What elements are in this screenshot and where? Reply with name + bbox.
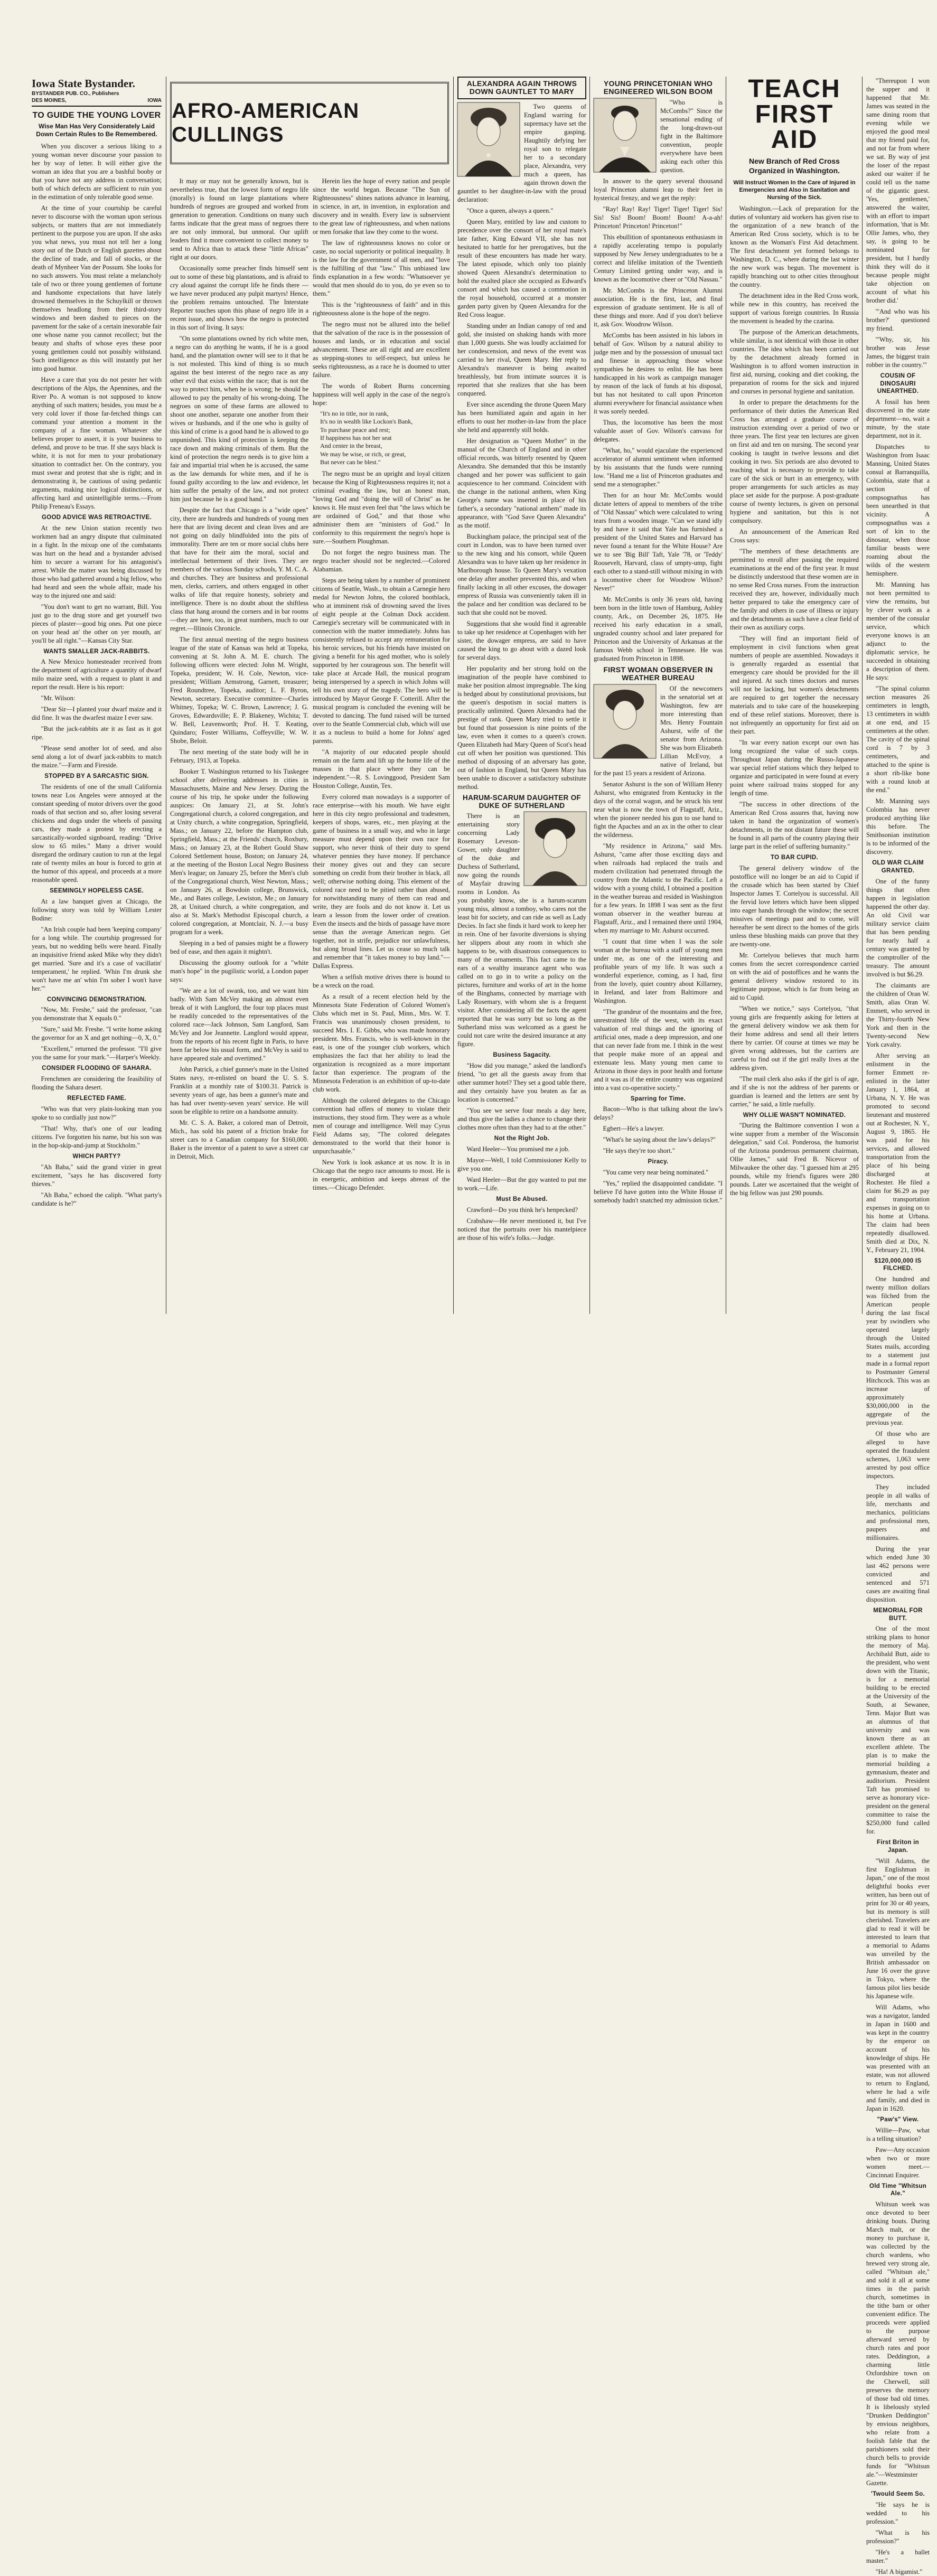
paragraph: Thus, the locomotive has been the most valuable asset of Gov. Wilson's canvass for delegates. (594, 418, 723, 443)
paragraph: Her designation as "Queen Mother" in the manual of the Church of England and in other official records, was bitterly resented by Queen Alexandra. She demanded that this be instantly changed and her power was sufficient to gain acquiescence to her command. Coincident with the change in the national anthem, when King George's name was inserted in place of his father's, a secondary "national anthem" made its appearance, with "God Save Queen Alexandra" as the motif. (457, 437, 586, 529)
paragraph: Frenchmen are considering the feasibility of flooding the Sahara desert. (32, 1075, 162, 1092)
paragraph: "Will Adams, the first Englishman in Japan," one of the most delightful books ever written, has been out of print for 30 or 40 years, but its memory is still cherished. Travelers are glad to read it will be interested to learn that a memorial to Adams was unveiled by the British ambassador on June 16 over the grave in Tokyo, where the famous pilot lies beside his Japanese wife. (866, 1857, 930, 2000)
paragraph: "Who is McCombs?" Since the sensational ending of the long-drawn-out fight in the Baltimore convention, people everywhere have been asking each other this question. (660, 98, 723, 174)
article-headline: OLD WAR CLAIM GRANTED. (872, 860, 924, 874)
article-headline-large: TEACH FIRST AID (748, 75, 841, 154)
paragraph: Of the newcomers in the senatorial set at Washington, few are more interesting than Mrs. Henry Fountain Ashurst, wife of the senator from Arizona. She was born Elizabeth Lillian McEvoy, a native of Ireland, but for the past 15 years a resident of Arizona. (594, 684, 723, 777)
paragraph: Occasionally some preacher finds himself sent out to some of these big plantations, and is afraid to cry aloud against the corrupt life he finds there —we have never produced any pulpit martyrs! Hence, the problem remains untouched. The Interstate Reporter touches upon this phase of negro life in a recent issue, and shows how the negro is protected in this sort of living. It says: (170, 265, 308, 331)
paragraph: Every colored man nowadays is a supporter of race enterprise—with his mouth. We have eight here in this city negro professional and tradesmen, keepers of shops, wares, etc., men playing at the game of business in a small way, and who in large measure must depend upon their own race for support, who never think of their duty to spend whatever pennies they have money. If perchance their money gives out and they can secure something on credit from their brother in black, all well; otherwise nothing doing. This element of the colored race need to be pitied rather than abused, for notwithstanding many of them can read and write, they are fools and do not know it. Let us learn a lesson from the lower order of creation. Even the insects and the birds of passage have more sense than the average American negro. Get together, not in strife, prejudice nor unlawfulness, but along broad lines. Let us cease so much talk and remember that "it takes money to buy land."—Dallas Express. (313, 793, 450, 970)
paragraph: Mr. Manning says Colombia has never produced anything like this before. The Smithsonian institution is to be informed of the discovery. (866, 797, 930, 856)
masthead-title: Iowa State Bystander. (32, 77, 135, 90)
paragraph: Whitsun week was once devoted to beer drinking bouts. During March malt, or the money to purchase it, was collected by the church wardens, who brewed very strong ale, called "Whitsun ale," and sold it all at some times in the parish church, sometimes in the tithe barn or other convenient edifice. The proceeds were applied to the purpose afterward served by church rates and poor rates. Deddington, a charming little Oxfordshire town on the Cherwell, still preserves the memory of those bad old times. It is libelously styled "Drunken Deddington" by envious neighbors, who relate from a foolish fable that the parishioners sold their church bells to provide funds for "Whitsun ale."—Westminster Gazette. (866, 2201, 930, 2487)
paragraph: The residents of one of the small California towns near Los Angeles were annoyed at the constant speeding of motor drivers over the good roads of that section and so, after losing several chickens and dogs under the wheels of passing cars, they made a protest by erecting a sarcastically-worded signboard, reading: "Drive slow to 65 miles." Many a driver would disregard the ordinary caution to run at the legal rate of twenty miles an hour is forced to grin at the humor of this appeal, and proceeds at a more reasonable speed. (32, 783, 162, 883)
column-1 (32, 77, 162, 1314)
paragraph: Mayor—Well, I told Commissioner Kelly to give you one. (457, 1156, 586, 1172)
paragraph: A fossil has been discovered in the state department—no, wait a minute, by the state department, not in it. (866, 398, 930, 440)
column-6 (730, 77, 859, 1314)
masthead-publisher: BYSTANDER PUB. CO., Publishers (32, 90, 119, 97)
paragraph: Of those who are alleged to have operated the fraudulent schemes, 1,063 were arrested by post office inspectors. (866, 1430, 930, 1480)
paragraph: The negro must not be allured into the belief that the salvation of the race is in the possession of houses and lands, or in education and social advancement. These are all right and are excellent as stepping-stones to self-respect, but unless he seeks righteousness, as a race he is doomed to utter failure. (313, 321, 450, 379)
paragraph: "You came very near being nominated." (603, 1169, 709, 1176)
paragraph: The first annual meeting of the negro business league of the state of Kansas was held at Topeka, convening at St. John A. M. E. church. The following officers were elected: John M. Wright, Topeka, president; W. H. Cole, Newton, vice-president; William Armstrong, Garnett, treasurer; Fred Roundtree, Topeka, auditor; L. F. Byron, Newton, secretary. Executive committee—Charles Whitney, Topeka; W. C. Brown, Lawrence; J. G. Groves, Edwardsville; E. P. Blakeney, Wichita; T. W. Bell, Leavenworth; Prof. H. T. Keating, Quindaro; Foster Williams, Coffeyville; W. W. Shobe, Beloit. (170, 636, 308, 745)
paragraph: "He says they're too short." (603, 1147, 675, 1155)
paragraph: The claimants are the children of Oran W. Smith, alias Oran W. Emmett, who served in the Thirty-fourth New York and then in the Twenty-second New York cavalry. (866, 981, 930, 1048)
paragraph: They included people in all walks of life, merchants and mechanics, politicians and professional men, paupers and millionaires. (866, 1483, 930, 1542)
paragraph: "During the Baltimore convention I won a wine supper from a member of the Wisconsin delegation," said Col. Ponderosa, the humorist of the Arizona ponderous permanent chairman, Ollie James," said Fred B. Nicevor of Milwaukee the other day. "I guessed him at 295 pounds, while my friend's figures were 280 pounds. Later we ascertained that the weight of the big fellow was just 290 pounds. (730, 1122, 859, 1197)
paragraph: "In war every nation except our own has long recognized the value of such corps. Throughout Japan during the Russo-Japanese war special relief stations which they helped to organize and participated in were found at every point where railroad trains stopped for any length of time. (730, 739, 859, 797)
paragraph: As a result of a recent election held by the Minnesota State Federation of Colored Women's Clubs which met in St. Paul, Minn., Mrs. W. T. Francis was unanimously chosen president, to succeed Mrs. I. E. Gibbs, who was made honorary president. Mrs. Francis, who is well-known in the east, is one of the younger club workers, which emphasizes the fact that her ability to lead the organization is recognized as a more important factor than experience. The program of the Minnesota Federation is an exhibition of up-to-date club work. (313, 992, 450, 1093)
article-headline: CONVINCING DEMONSTRATION. (46, 996, 147, 1003)
paragraph: "The members of these detachments are permitted to enroll after passing the required examinations at the end of the first year. It must be distinctly understood that these women are in no sense Red Cross nurses. From the instruction received they are, however, individually much better prepared to take the emergency care of the family and others in case of illness or injury and the detachments as such have a clear field of their own as auxiliary corps. (730, 548, 859, 632)
paragraph: At the time of your courtship be careful never to discourse with the woman upon serious subjects, or matters that are not immediately pertinent to the purpose you are upon. If she asks you what news, you must not tell her a long story out of the Dutch or English gazettes about the decline of trade, and fall of stocks, or the death of Mynheer Van der Possum. She looks for no such answers. You must relate a melancholy tale of two or three young gentlemen of fortune and handsome expectations that have lately drowned themselves in the Schuylkill or thrown themselves headlong from their third-story windows and been dashed to pieces on the pavement for the sake of a certain inexorable fair one whose name you cannot recollect; but the beauty and shafts of whose eyes these poor young gentlemen could not possibly withstand. Such intelligence as this will instantly put her into good humor. (32, 204, 162, 372)
paragraph: Willie—Paw, what is a telling situation? (866, 2126, 930, 2142)
paragraph: "You don't want to get no warrant, Bill. You just go to the drug store and get yourself two pieces of plaster—good big ones. Put one piece on your head an' the other on yer mouth, an' you'll be all right."—Kansas City Star. (32, 603, 162, 644)
paragraph: In answer to the query several thousand loyal Princeton alumni leap to their feet in hysterical frenzy, and we get the reply: (594, 177, 723, 202)
paragraph: "The success in other directions of the American Red Cross assures that, having now taken in hand the organization of women's detachments, in the not distant future these will be found in all parts of the country playing their large part in the relief of suffering humanity." (730, 801, 859, 851)
article-headline: FIRST WOMAN OBSERVER IN WEATHER BUREAU (603, 665, 713, 682)
paragraph: "My residence in Arizona," said Mrs. Ashurst, "came after those exciting days and when railroads had replaced the trails and modern civilization had penetrated through the country from the Atlantic to the Pacific. Left a widow with a young child, I obtained a position in the weather bureau and resided in Washington for a few years. In 1898 I was sent as the first woman observer in the weather bureau at Flagstaff, Ariz., and I remained there until 1904, when my marriage to Mr. Ashurst occurred. (594, 842, 723, 934)
mrs-ashurst-portrait-image (594, 684, 656, 758)
paragraph: "Ray! Ray! Ray! Tiger! Tiger! Tiger! Sis! Sis! Sis! Boom! Boom! Boom! A-a-ah! Princeton! Princeton! Princeton!" (594, 205, 723, 230)
article-headline: Not the Right Job. (494, 1135, 550, 1142)
paragraph: An announcement of the American Red Cross says: (730, 528, 859, 544)
article-headline-box (457, 77, 586, 99)
article-headline: First Briton in Japan. (877, 1839, 919, 1854)
paragraph: The law of righteousness knows no color or caste, no social superiority or political inequality. It is the law for the government of all men, and "love is the fulfilling of that "law." This unbiased law finds explanation in a few words: "Whatsoever ye would that men should do to you, do ye even so to them." (313, 239, 450, 297)
paragraph: The negro must be an upright and loyal citizen because the King of Righteousness requires it; not a criminal evading the law, but an honest man, "loving God and "doing the will of Christ" as he knows it. He must even feel that "the laws which be are ordained of God," and that those who administer them are "ministers of God." In conformity to this requirement the negro's hope is sure.—Southern Ploughman. (313, 469, 450, 545)
paragraph: "He's a ballet master." (866, 2548, 930, 2564)
paragraph: A New Mexico homesteader received from the department of agriculture a quantity of dwarf milo maize seed, with a request to plant it and report the result. Here is his report: (32, 658, 162, 691)
paragraph: "'Why, sir, his brother was Jesse James, the biggest train robber in the country.'" (866, 336, 930, 369)
paragraph: "We are a lot of swank, too, and we want him badly. With Sam McVey making an almost even break of it with Langford, the four top places must be readily conceded to the representatives of the colored race—Jack Johnson, Sam Langford, Sam McVey and Joe Jeannette. Langford would appear, from the reports of his recent fight in Paris, to have been far below his usual form, and McVey is said to have appeared stale and overtimed." (170, 987, 308, 1062)
paragraph: Although the colored delegates to the Chicago convention had offers of money to violate their instructions, they stood firm. They were as a whole men of courage and intelligence. Well may Cyrus Field Adams say, "The colored delegates demonstrated to the world that their honor is unpurchasable." (313, 1096, 450, 1155)
article-headline: ALEXANDRA AGAIN THROWS DOWN GAUNTLET TO MARY (466, 79, 577, 96)
article-subheadline: New Branch of Red Cross Organized in Washington. (748, 157, 840, 175)
paragraph: Standing under an Indian canopy of red and gold, she insisted on shaking hands with more than 1,000 guests. She was loudly acclaimed for her condescension, and news of the event was carried to her rival, Queen Mary. Her reply to Alexandra's maneuver is being awaited breathlessly, but from intimate sources it is reported that she realizes that she has been conquered. (457, 322, 586, 397)
paragraph: "Ha! A bigamist." (875, 2568, 923, 2575)
column-3 (313, 177, 450, 1314)
paragraph: Discussing the gloomy outlook for a "white man's hope" in the pugilistic world, a London paper says: (170, 959, 308, 983)
paragraph: "You see we serve four meals a day here, and thus give the ladies a chance to change their clothes more often than they had to at the other." (457, 1107, 586, 1132)
paragraph: Her popularity and her strong hold on the imagination of the people have combined to make her position almost impregnable. The king is hedged about by constitutional provisions, but the queen's despotism in social matters is practically unlimited. Queen Alexandra had the prestige of rank. Queen Mary tried to settle it but found that possession is nine points of the law, even when it comes to a queen's crown. Queen Elizabeth had Mary Queen of Scot's head cut off when her position was questioned. This method of disposing of an adversary has gone, out of fashion in England, but Queen Mary has been unable to discover a satisfactory substitute method. (457, 664, 586, 791)
article-headline: $120,000,000 IS FILCHED. (874, 1257, 922, 1272)
paragraph: Then for an hour Mr. McCombs would dictate letters of appeal to members of the tribe of "Old Nassau" which were calculated to wring tears from a wooden image. "Can we stand idly by and have it said that Yale has furnished a president of the United States and Harvard has never found a tenant for the White House? Are we to see 'Big Bill' Taft, Yale '78, or 'Teddy' Roosevelt, Harvard, class of umpty-ump, fight each other to a stand-still without mixing in with a locomotive cheer for Woodrow Wilson? Never!" (594, 491, 723, 592)
masthead-city: DES MOINES, (32, 97, 67, 104)
paragraph: Ward Heeler—You promised me a job. (466, 1145, 570, 1153)
column-rule (862, 77, 863, 1314)
paragraph: The next meeting of the state body will be in February, 1913, at Topeka. (170, 748, 308, 764)
paragraph: "Now, Mr. Freshe," said the professor, "can you demonstrate that X equals 0." (32, 1006, 162, 1022)
article-headline: CONSIDER FLOODING OF SAHARA. (42, 1065, 152, 1072)
paragraph: One of the funny things that often happen in legislation happened the other day. An old Civil war military service claim that has been pending for nearly half a century was granted by the comptroller of the treasury. The amount involved is but $6.29. (866, 877, 930, 978)
paragraph: Mr. Manning has not been permitted to view the remains, but by clever work as a member of the consular service, which everyone knows is an adjunct to the diplomatic service, he succeeded in obtaining a description of them. He says: (866, 581, 930, 682)
paragraph: "Once a queen, always a queen." (466, 206, 554, 214)
paragraph: Will Adams, who was a navigator, landed in Japan in 1600 and was kept in the country by the emperor on account of his knowledge of ships. He was presented with an estate, was not allowed to return to England, where he had a wife and family, and died in Japan in 1620. (866, 2003, 930, 2112)
paragraph: Mr. McCombs is only 36 years old, having been born in the little town of Hamburg, Ashley county, Ark., on December 26, 1875. He received his early education in a small, ungraded country school and later prepared for Princeton and the University of Arkansas at the famous Webb school in Tennessee. He was graduated from Princeton in 1898. (594, 595, 723, 662)
paragraph: After serving an enlistment in the former Emmett re-enlisted in the latter January 1, 1864, at Urbana, N. Y. He was promoted to second lieutenant and mustered out at Rochester, N. Y., August 9, 1865. He was paid for his services, and allowed transportation from the place of his being discharged at Rochester. He filed a claim for $6.29 as pay and transportation expenses in going on to his home at Urbana. The claim had been repeatedly disallowed. Smith died at Dix, N. Y., February 21, 1904. (866, 1051, 930, 1254)
paragraph: Buckingham palace, the principal seat of the court in London, was to have been turned over to the new king and his consort, while Queen Alexandra was to have taken up her residence in Marlborough house. To Queen Mary's vexation one delay after another prevented this, and when finally lacking in all other excuses, the dowager empress of Russia was conveniently taken ill in the palace and her condition was declared to be such that she could not be moved. (457, 532, 586, 616)
paragraph: The general delivery window of the postoffice will no longer be an aid to Cupid if the crusade which has been started by Chief Inspector James T. Cortelyou is successful. All the fervid love letters which have been slipped into eager hands through the window; the secret missives of meetings past and to come, will hereafter be sent direct to the homes of the girls unless these blushing maids can prove that they are twenty-one. (730, 864, 859, 948)
paragraph: This is the "righteousness of faith" and in this righteousness alone is the hope of the negro. (313, 301, 450, 317)
paragraph: "He says he is wedded to his profession." (866, 2500, 930, 2525)
paragraph: "The grandeur of the mountains and the free, unrestrained life of the west, with its exact valuation of real things and the ignoring of artificial ones, made a deep impression, and one that can never fade from me. I think in the west that people make more of an appeal and extenuate less. Many young men came to Arizona in those days in poor health and fortune and it was as if the entire country was organized into a vast co-operative society." (594, 1008, 723, 1092)
paragraph: Paw—Any occasion when two or more women meet.—Cincinnati Enquirer. (866, 2146, 930, 2179)
masthead-publisher-line (32, 91, 162, 98)
paragraph: McCombs has been assisted in his labors in behalf of Gov. Wilson by a natural ability to judge men and by the possession of unusual tact and finesse in approaching those whose sympathies he desires to enlist. He has been handicapped in his work as campaign manager by reason of the lack of funds at his disposal, but has not hesitated to call upon Princeton alumni everywhere for financial assistance when it was sorely needed. (594, 331, 723, 415)
paragraph: Dispatches to Washington from Isaac Manning, United States consul at Barranquilla, Colombia, state that a section of compsognathus has been unearthed in that vicinity. A compsognathus was a sort of kin to the dinosaur, when those familiar beasts were roaming about the wilds of the western hemisphere. (866, 443, 930, 578)
article-headline: YOUNG PRINCETONIAN WHO ENGINEERED WILSON BOOM (603, 79, 713, 96)
article-headline: Piracy. (648, 1159, 669, 1165)
paragraph: The purpose of the American detachments, while similar, is not identical with those in other countries. The idea which has been carried out by the detachment already formed in Washington is to afford women instruction in first aid, nursing, cooking and diet cooking, the preparation of rooms for the sick and injured and courses in personal hygiene and sanitation. (730, 328, 859, 396)
paragraph: The words of Robert Burns concerning happiness will well apply in the case of the negro's hope: (313, 382, 450, 407)
article-headline: Must Be Abused. (496, 1196, 548, 1202)
paragraph: "The spinal column section measures 26 centimeters in length, 13 centimeters in width at one end, and 15 centimeters at the other. The cavity of the spinal cord is 7 by 3 centimeters, and attached to the spine is a short rib-like bone with a round knob at the end." (866, 685, 930, 794)
paragraph: "Mr. Wilson: (41, 694, 76, 702)
column-7 (866, 77, 930, 2575)
article-headline: WHICH PARTY? (72, 1153, 121, 1160)
article-headline: 'Twould Seem So. (871, 2491, 925, 2498)
paragraph: "The mail clerk also asks if the girl is of age, and if she is not the address of her parents or guardian is learned and the letters are sent by carrier," he said, a little ruefully. (730, 1075, 859, 1108)
column-4 (457, 77, 586, 1314)
paragraph: John Patrick, a chief gunner's mate in the United States navy, re-enlisted on board the U. S. S. Franklin at a monthly rate of $100.31. Patrick is seventy years of age, has been a gunner's mate and has had over twenty-seven years' service. He will soon be eligible to retire on a handsome annuity. (170, 1066, 308, 1115)
paragraph: Two queens of England warring for supremacy have set the empire gasping. Haughtily defying her royal son to relegate her to a secondary place, Alexandra, very much a queen, has again thrown down the gauntlet to her daughter-in-law with the proud declaration: (457, 102, 586, 203)
paragraph: This ebullition of spontaneous enthusiasm in a rapidly accelerating tempo is popularly supposed by New Jersey undergraduates to be a correct and lifelike imitation of the Twentieth Century Limited getting under way, and is known as the locomotive cheer or "Old Nassau." (594, 233, 723, 283)
paragraph: "Who was that very plain-looking man you spoke to so cordially just now?" (32, 1105, 162, 1121)
column-rule (589, 77, 590, 1314)
poem: "It's no in title, nor in rank, It's no in wealth like Lockon's Bank, To purchase peace and rest; If happiness has not her seat And center in the breast, We may be wise, or rich, or great, But never can be blest." (320, 410, 413, 466)
column-rule (453, 77, 454, 1314)
paragraph: Crawford—Do you think he's henpecked? (466, 1206, 578, 1214)
paragraph: Mr. C. S. A. Baker, a colored man of Detroit, Mich., has sold his patent of a friction brake for street cars to a Canadian company for $160,000. Baker is the inventor of a patent to save a street car in Detroit, Mich. (170, 1119, 308, 1160)
paragraph: In order to prepare the detachments for the performance of their duties the American Red Cross has arranged a graduate course of instruction extending over a period of two or three years. The first year ten lectures are given on first aid and ten on nursing. The second year cooking is taught in twelve lessons and diet cooking in two. Six periods are also devoted to teaching what is necessary to provide to take care of the sick or hurt in an emergency, with proper arrangements for such articles as may place set aside for the purpose. A post-graduate course of twenty lectures, is given on personal hygiene and sanitation, but this is not compulsory. (730, 399, 859, 525)
masthead (32, 77, 162, 107)
paragraph: "Ah Baba," said the grand vizier in great excitement, "says he has discovered forty thieves." (32, 1163, 162, 1188)
paragraph: "When we notice," says Cortelyou, "that young girls are frequently asking for letters at the general delivery window we ask them for their home address and send all their letters there by carrier. Of course at times we may be given wrong addresses, but the carriers are careful to find out if the girl really lives at the address given. (730, 1004, 859, 1071)
paragraph: "Yes," replied the disappointed candidate. "I believe I'd have gotten into the White House if somebody hadn't snatched my admission ticket." (594, 1180, 723, 1204)
paragraph: Booker T. Washington returned to his Tuskegee school after delivering addresses in cities in Massachusetts, Maine and New Jersey. During the course of his trip, he spoke under the following auspices: On January 21, at St. John's Congregational church, a colored congregation, and at Unity church, a white congregation, Springfield, Mass.; on January 22, before the Hampton club, Springfield, Mass.; at the Friends' church, Roxbury, Mass.; on January 23, at the Robert Gould Shaw Colored Settlement house, Boston; on January 24, at the meeting of the Boston Local Negro Business Men's league; on January 25, before the Men's club of the Congregational church, West Newton, Mass.; on January 26, at Bowdoin college, Brunswick, Me., and Bates college, Lewiston, Me.; on January 28, at Unitaed church, a white congregation, and also at St. Mark's Methodist Episcopal church, a colored congregation, at Montclair, N. J.—a busy program for a week. (170, 768, 308, 936)
paragraph: "Excellent," returned the professor. "I'll give you the same for your mark."—Harper's Weekly. (32, 1045, 162, 1061)
masthead-city-line (32, 98, 162, 105)
paragraph: Mr. Cortelyou believes that much harm comes from the secret correspondence carried on with the aid of postoffices and he wants the general delivery window restored to its legitimate purpose, which is far from being an aid to Cupid. (730, 951, 859, 1001)
article-deck: Will Instruct Women In the Care of Injured in Emergencies and Also in Sanitation and Nursing of the Sick. (733, 179, 856, 201)
paragraph: "Ah Baba," echoed the caliph. "What party's candidate is he?" (32, 1191, 162, 1207)
paragraph: Suggestions that she would find it agreeable to take up her residence at Copenhagen with her sister, the dowager empress, are said to have caused the king to go about with a dazed look for several days. (457, 619, 586, 661)
paragraph: One of the most striking plans to honor the memory of Maj. Archibald Butt, aide to the president, who went down with the Titanic, is for a memorial building to be erected at the University of the South, at Sewanee, Tenn. Major Butt was an alumnus of that university and was known there as an excellent athlete. The plan is to make the memorial building a gymnasium, theater and auditorium. President Taft has promised to serve as honorary vice-president on the general committee to raise the $250,000 fund called for. (866, 1625, 930, 1836)
article-headline: Sparring for Time. (630, 1095, 686, 1102)
paragraph: There is an entertaining story concerning Lady Rosemary Leveson-Gower, only daughter of the duke and Duchess of Sutherland, now going the rounds of Mayfair drawing rooms in London. As you probably know, she is a harum-scarum young miss, almost a tomboy, who cares not the least bit for society, and can ride as well as Lady Decies. In fact she finds it hard work to keep her in rein. One of her favorite diversions is shying her slippers about any room in which she happens to be, with disastrous consequences to many of the ornaments. This fact came to the ears of a wealthy insurance agent who was called on to go in to write a policy on the pictures, furniture and works of art in the home of the Binghams, connected by marriage with Lady Rosemary, with whom she is a frequent visitor. After considering all the facts the agent reported that he was sorry but so long as the Sutherland miss was welcomed as a guest he could not care write the desired insurance at any figure. (457, 812, 586, 1048)
paragraph: One hundred and twenty million dollars was filched from the American people during the last fiscal year by swindlers who operated largely through the United States mails, according to a statement just made in a formal report to Postmaster General Hitchcock. This was an increase of approximately $30,000,000 in the aggregate of the previous year. (866, 1275, 930, 1427)
paragraph: Washington.—Lack of preparation for the duties of voluntary aid workers has given rise to the organization of a new branch of the American Red Cross society, which is to be known as the Woman's First Aid detachment. The first detachment yet formed belongs to Washington, D. C., where during the last winter the new work was begun. The movement is rapidly branching out to other cities throughout the country. (730, 205, 859, 289)
article-headline: MEMORIAL FOR BUTT. (873, 1607, 923, 1622)
paragraph: "But the jack-rabbits ate it as fast as it got ripe. (32, 725, 162, 741)
paragraph: The detachment idea in the Red Cross work, while new in this country, has received the support of various foreign countries. In Russia the movement is headed by the czarina. (730, 292, 859, 325)
section-banner-title: AFRO-AMERICAN CULLINGS (172, 99, 360, 146)
section-banner (170, 82, 449, 164)
paragraph: "'And who was his brother?' questioned my friend. (866, 308, 930, 332)
paragraph: Sleeping in a bed of pansies might be a flowery bed of ease, and then again it mightn't. (170, 939, 308, 955)
paragraph: Herein lies the hope of every nation and people since the world began. Because "The Sun of Righteousness" shines nations advance in learning, in science, in art, in invention, in exploration and discovery and in wealth. Every law is subservient to the great law of righteousness, and when nations or men forsake that law they come to the worst. (313, 177, 450, 236)
paragraph: "An Irish couple had been 'keeping company' for a long while. The courtship progressed for years, but no wedding bells were heard. Finally an inquisitive friend asked Mike why they didn't get married. 'Sure and it's a case of vacillatin' temperament,' he replied. 'Whin I'm drunk she won't have me an' whin I'm sober I won't have her.'" (32, 925, 162, 992)
column-5 (594, 77, 723, 1314)
article-headline: STOPPED BY A SARCASTIC SIGN. (44, 773, 149, 780)
paragraph: "What's he saying about the law's delays?" (603, 1136, 716, 1144)
paragraph: At the new Union station recently two workmen had an angry dispute that culminated in a fight. In the mixup one of the combatants was hurt on the head and a bystander advised him to secure a warrant for his antagonist's arrest. While the matter was being discussed by those who had gathered around a big fellow, who had heard and seen the whole affair, made his way to the injured one and said: (32, 524, 162, 599)
paragraph: Do not forget the negro business man. The negro teacher should not be neglected.—Colored Alabamian. (313, 548, 450, 573)
paragraph: "That! Why, that's one of our leading citizens. I've forgotten his name, but his son was in the hop-skip-and-jump at Stockholm." (32, 1124, 162, 1149)
paragraph: Senator Ashurst is the son of William Henry Ashurst, who emigrated from Kentucky in the days of the corral wagon, and he struck his tent near what is now the town of Flagstaff, Ariz., when the pioneer needed his gun to use hand to fight the Apaches and an ax in the other to clear the wilderness. (594, 780, 723, 839)
paragraph: When you discover a serious liking to a young woman never discourse your passion to her by way of letter. It will either give the woman an idea that you are a bashful booby or that you have not any address in conversation; both of which defects are sufficient to ruin you in the estimation of only tolerable good sense. (32, 142, 162, 201)
paragraph: "Thereupon I won the supper and it happened that Mr. James was seated in the same dining room that evening while we enjoyed the good meal that my friend paid for, and not far from where we sat. By way of jest the loser of the repast asked our waiter if he could tell us the name of the gigantic guest. 'Yes, gentlemen,' answered the waiter, with an effort to impart information, 'that is Mr. Ollie James, who, they say, is going to be nominated for president, but I hardly think they will do it because people might take objection on account of what his brother did.' (866, 77, 930, 304)
article-headline: Old Time "Whitsun Ale." (869, 2183, 927, 2197)
paragraph: Mr. McCombs is the Princeton Alumni association. He is the first, last, and final expression of graduate sentiment. He is all of these things and more. And if you don't believe it, ask Gov. Woodrow Wilson. (594, 286, 723, 328)
article-subheadline: Wise Man Has Very Considerately Laid Down Certain Rules to Be Remembered. (36, 123, 157, 138)
article-headline: Business Sagacity. (493, 1052, 551, 1059)
paragraph: Steps are being taken by a number of prominent citizens of Seattle, Wash., to obtain a Carnegie hero medal for Newton Johns, the colored bootblack, who at imminent risk of drowning saved the lives of eight people at the Colman Dock accident. Carnegie's secretary will be communicated with in connection with the matter immediately. Johns has consistently refused to accept any remuneration for his heroic services, but his friends have insisted on giving a benefit for his aged mother, who is solely supported by her courageous son. The benefit will take place at Arcade Hall, the musical program being interspersed by a speech in which Johns will tell his own story of the tragedy. The hero will be introduced by Mayor George F. Cotterill. After the musical program is concluded the evening will be devoted to dancing. The fund raised will be turned over to the Seattle Commercial club, which will use it as a nucleus to build a home for Johns' aged parents. (313, 576, 450, 745)
article-headline: "Paw's" View. (877, 2116, 919, 2123)
paragraph: "I count that time when I was the sole woman at the bureau with a staff of young men under me, as one of the interesting and profitable years of my life. It was such a wonderful experience, coming, as I had, first from the lovely, quiet country about Killarney, in Ireland, and later from Baltimore and Washington. (594, 937, 723, 1004)
column-2 (170, 177, 308, 1314)
masthead-state: IOWA (147, 97, 162, 104)
article-headline: REFLECTED FAME. (67, 1095, 126, 1102)
paragraph: When a selfish motive drives there is bound to be a wreck on the road. (313, 973, 450, 989)
queen-alexandra-portrait-image (457, 102, 520, 176)
paragraph: Ward Heeler—But the guy wanted to put me to work.—Life. (457, 1176, 586, 1192)
article-headline: SEEMINGLY HOPELESS CASE. (50, 887, 144, 894)
article-headline: WANTS SMALLER JACK-RABBITS. (43, 648, 150, 655)
lady-rosemary-portrait-image (524, 812, 586, 886)
mccombs-portrait-image (594, 98, 656, 172)
paragraph: "Sure," said Mr. Freshe. "I write home asking the governor for an X and get nothing—0, X, 0." (32, 1026, 162, 1042)
paragraph: New York is look askance at us now. It is in Chicago that the negro race amounts to most. He is in energetic, ambition and keeps abreast of the times.—Chicago Defender. (313, 1158, 450, 1191)
article-headline: COUSIN OF DINOSAURI UNEARTHED. (877, 373, 919, 395)
paragraph: Bacon—Who is that talking about the law's delays? (594, 1105, 723, 1122)
newspaper-page (32, 32, 930, 2575)
paragraph: "What, ho," would ejaculate the experienced accelerator of alumni sentiment when informed by his assistants that the funds were running low. "Hand me a list of Princeton graduates and send me a stenographer." (594, 446, 723, 488)
paragraph: "Dear Sir—I planted your dwarf maize and it did fine. It was the dwarfest maize I ever saw. (32, 706, 162, 722)
article-headline: TO GUIDE THE YOUNG LOVER (32, 111, 161, 120)
paragraph: At a law banquet given at Chicago, the following story was told by William Lester Bodine: (32, 897, 162, 922)
paragraph: "Please send another lot of seed, and also send along a lot of dwarf jack-rabbits to match the maize."—Farm and Fireside. (32, 745, 162, 769)
paragraph: "What is his profession?" (866, 2528, 930, 2545)
paragraph: Ever since ascending the throne Queen Mary has been humiliated again and again in her efforts to oust her mother-in-law from the place she held and apparently still holds. (457, 400, 586, 434)
paragraph: "On some plantations owned by rich white men, a negro can do anything he wants, if he is a good hand, and the plantation owner will see to it that he is not molested. This kind of thing is so much against the best interest of the negro race as any other evil that exists within the race; that is not the way to protect him, when he is wrong; he should be allowed to pay the penalty of his wrong-doing. The negroes on some of these farms are allowed to shoot one another, separate one another from their wives or husbands, and if the one who is guilty of this kind of crime is a good hand he is allowed to go unpunished. This kind of protection is keeping the race down and making criminals of them. But the kind of protection the negro needs is to give him a fair and impartial trial when he is accused, the same as the law demands for white men, and if he is found guilty according to the law and evidence, let him suffer the penalty of the law, and not protect him just because he is a good hand." (170, 335, 308, 503)
afro-american-cullings-banner-area (170, 32, 449, 174)
paragraph: "They will find an important field of employment in civil functions when great numbers of people are assembled. Nowadays it is generally regarded as essential that emergency care should be provided for the ill and injured. At such times doctors and nurses will not be lacking, but women's detachments are required to get together the necessary materials and to take care of the housekeeping end of these relief stations. Moreover, there is not infrequently an opportunity for first aid on their part. (730, 635, 859, 736)
paragraph: During the year which ended June 30 last 462 persons were convicted and sentenced and 571 cases are awaiting final disposition. (866, 1545, 930, 1604)
paragraph: Queen Mary, entitled by law and custom to precedence over the consort of her royal mate's late father, King Edward VII, she has not hesitated to battle for her prerogatives, but the result of these encounters has made her wary. The latest episode, which only too plainly showed Queen Alexandra's determination to hold the exalted place she occupied as Edward's consort and which has caused a commotion in the royal household, occurred at a monster garden party given by Queen Alexandra for the Red Cross league. (457, 218, 586, 318)
paragraph: Crabshaw—He never mentioned it, but I've noticed that the portraits over his mantelpiece are those of his wife's folks.—Judge. (457, 1217, 586, 1242)
article-headline: TO BAR CUPID. (771, 854, 818, 861)
article-headline: WHY OLLIE WASN'T NOMINATED. (743, 1112, 846, 1118)
paragraph: Egbert—He's a lawyer. (603, 1125, 664, 1133)
paragraph: Have a care that you do not pester her with descriptions of the Alps, the Apennines, and the River Po. A woman is not supposed to know anything of such matters; besides, you must be a very cold lover if those far-fetched things can command your attention a moment in the company of a fine woman. Whatever she believes proper to assert, it is your business to defend, and prove to be true. If she says black is white, it is not for men to your probationary situation to contradict her. On the contrary, you must swear and protest that she is right; and in demonstrating it, be cautious of using pedantic arguments, making nice logical distinctions, or affecting hard and unintelligible terms.—From Philip Freneau's Essays. (32, 375, 162, 510)
paragraph: "How did you manage," asked the landlord's friend, "to get all the guests away from that other summer hotel? They set a good table there, and they certainly have you beaten as far as location is concerned." (457, 1062, 586, 1104)
paragraph: Despite the fact that Chicago is a "wide open" city, there are hundreds and hundreds of young men here that are living decent and clean lives and are not going on daily blindfolded into the pits of immorality. There are ten or more social clubs here that have for their aim the moral, social and intellectual betterment of their lives. They are members of the various Sunday schools, Y. M. C. A. and churches. They are business and professional men, clerks, carriers, and others engaged in other walks of life that require honesty, sobriety and intelligence. There is no doubt about the shiftless class that hang around the corners and in bar rooms—they are here, too, in great numbers, much to our regret.—Illinois Chronicle. (170, 506, 308, 632)
paragraph: "A majority of our educated people should remain on the farm and lift up the home life of the masses in that place where they can be independent."—R. S. Lovinggood, President Sam Houston College, Austin, Tex. (313, 748, 450, 789)
article-headline: GOOD ADVICE WAS RETROACTIVE. (42, 514, 152, 521)
article-headline: HARUM-SCARUM DAUGHTER OF DUKE OF SUTHERLAND (463, 793, 581, 810)
paragraph: It may or may not be generally known, but is nevertheless true, that the lowest form of negro life (morally) is found on large plantations where hundreds of negroes are grouped and worked from generation to generation. Conditions on many such farms indicate that the great mass of negroes there are not only immoral, but unmoral. Our uplift leaders find it more convenient to collect money to send to Africa than to attack these "little Africas" right at our doors. (170, 177, 308, 261)
